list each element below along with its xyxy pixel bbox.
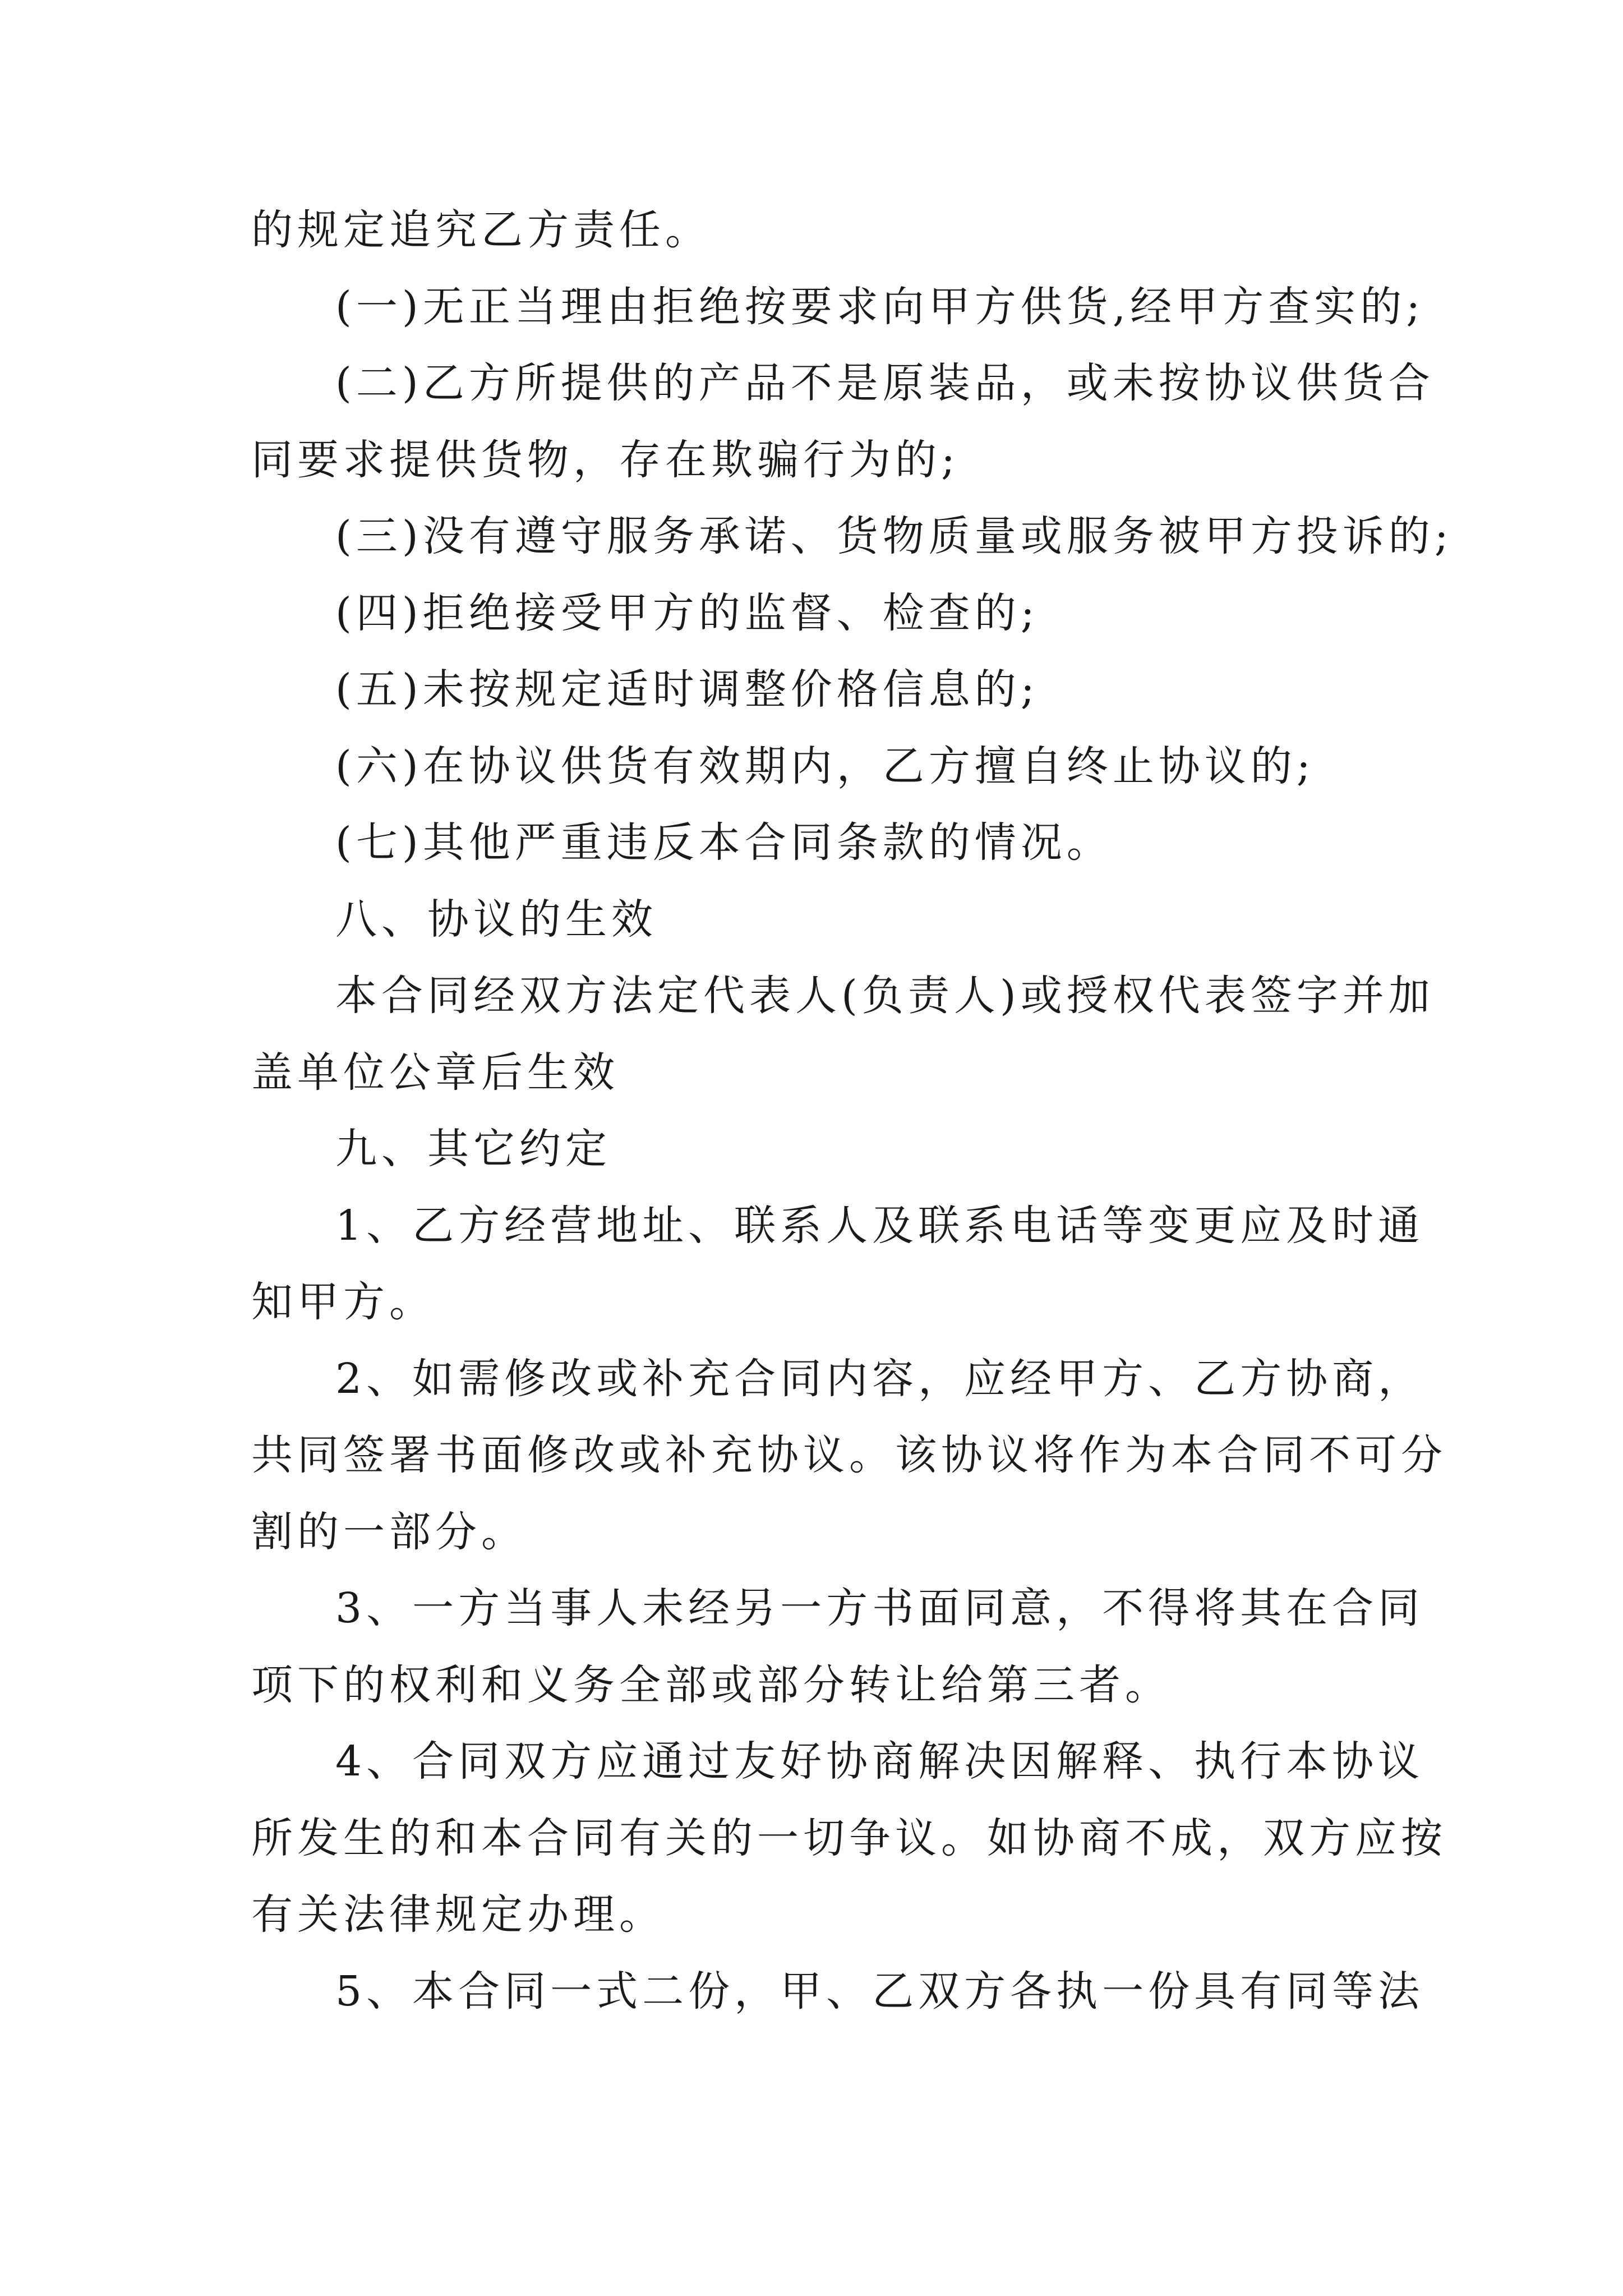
text-line: 3、一方当事人未经另一方书面同意，不得将其在合同	[335, 1584, 1424, 1632]
section-heading: 九、其它约定	[335, 1125, 611, 1173]
text-line: 盖单位公章后生效	[251, 1048, 619, 1097]
text-line: 所发生的和本合同有关的一切争议。如协商不成，双方应按	[251, 1814, 1447, 1862]
text-line: 1、乙方经营地址、联系人及联系电话等变更应及时通	[335, 1202, 1424, 1250]
text-line: 割的一部分。	[251, 1508, 527, 1556]
text-line: (三)没有遵守服务承诺、货物质量或服务被甲方投诉的;	[335, 512, 1453, 560]
section-heading: 八、协议的生效	[335, 895, 657, 944]
text-line: 4、合同双方应通过友好协商解决因解释、执行本协议	[335, 1737, 1424, 1786]
text-line: 项下的权利和义务全部或部分转让给第三者。	[251, 1661, 1171, 1709]
text-line: 本合同经双方法定代表人(负责人)或授权代表签字并加	[335, 972, 1435, 1020]
text-line: (一)无正当理由拒绝按要求向甲方供货,经甲方查实的;	[335, 283, 1425, 331]
text-line: (二)乙方所提供的产品不是原装品，或未按协议供货合	[335, 359, 1435, 407]
text-line: 知甲方。	[251, 1278, 435, 1326]
text-line: (四)拒绝接受甲方的监督、检查的;	[335, 589, 1039, 637]
text-line: (七)其他严重违反本合同条款的情况。	[335, 818, 1113, 867]
text-line: (六)在协议供货有效期内，乙方擅自终止协议的;	[335, 742, 1315, 790]
text-line: 共同签署书面修改或补充协议。该协议将作为本合同不可分	[251, 1431, 1447, 1479]
text-line: 有关法律规定办理。	[251, 1890, 665, 1939]
text-line: (五)未按规定适时调整价格信息的;	[335, 665, 1039, 714]
text-line: 的规定追究乙方责任。	[251, 206, 711, 254]
text-line: 5、本合同一式二份，甲、乙双方各执一份具有同等法	[335, 1967, 1424, 2016]
text-line: 2、如需修改或补充合同内容，应经甲方、乙方协商，	[335, 1355, 1424, 1403]
text-line: 同要求提供货物，存在欺骗行为的;	[251, 436, 960, 484]
